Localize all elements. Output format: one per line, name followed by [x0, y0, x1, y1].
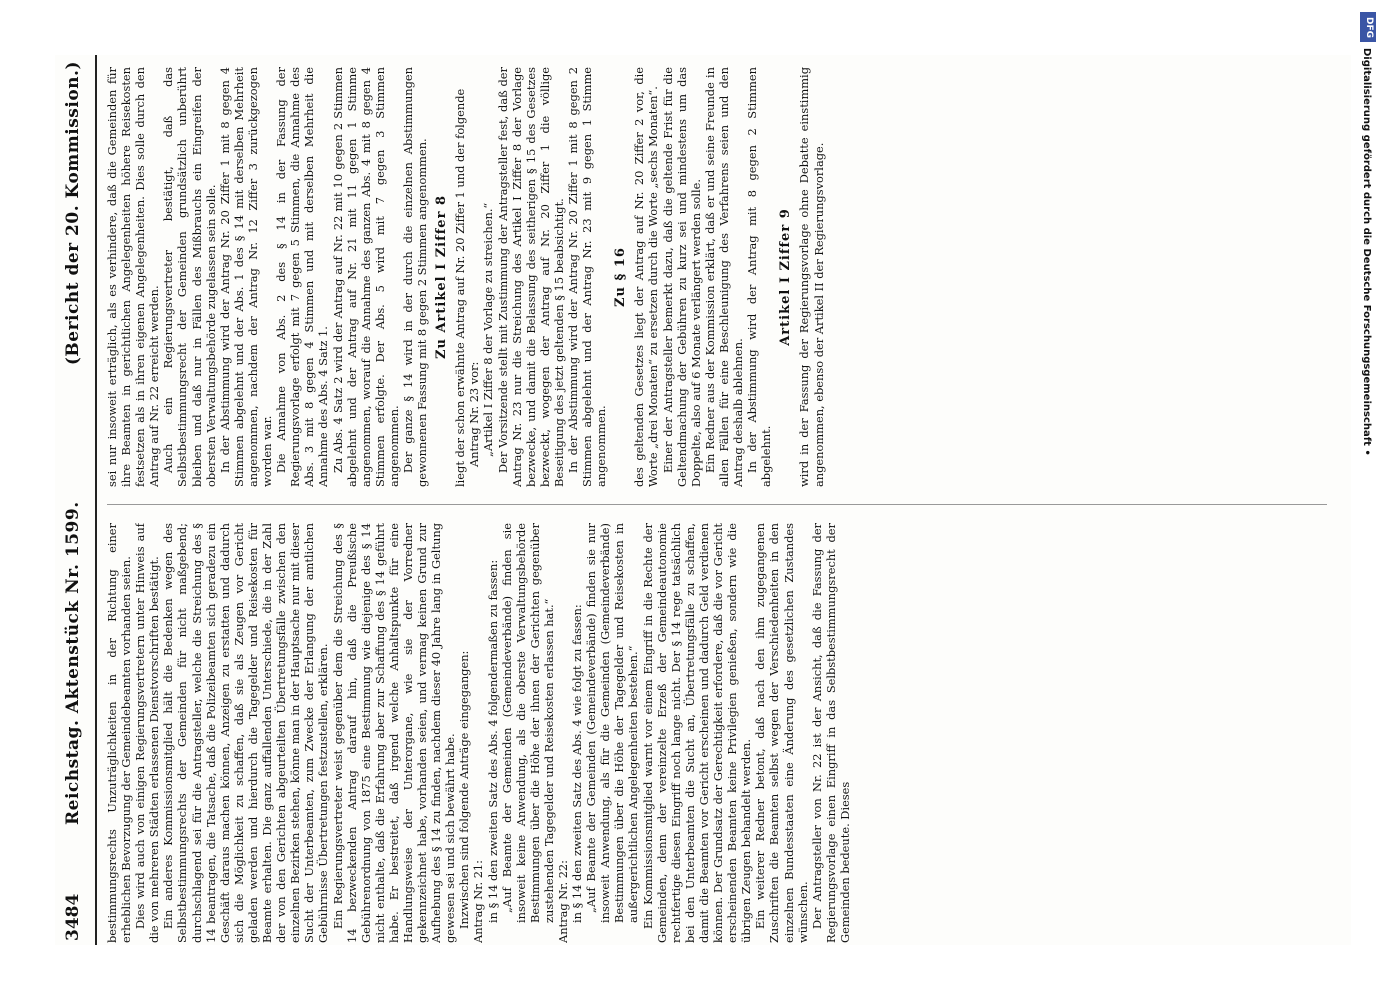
paragraph: bestimmungsrechts Unzuträglichkeiten in der Richtung einer erheblichen Bevorzugung der Gemeindebeamten vorhanden seien.	[105, 523, 134, 943]
paragraph: Ein weiterer Redner betont, daß nach den ihm zugegangenen Zuschriften die Beamten selbst wegen der Verschiedenheiten in den einzelnen Bundesstaaten eine Änderung des gesetzlichen Zustandes wünschen.	[753, 523, 810, 943]
page-subtitle: (Bericht der 20. Kommission.)	[63, 61, 83, 366]
right-column	[105, 67, 1335, 487]
paragraph: Der Antragsteller von Nr. 22 ist der Ansicht, daß die Fassung der Regierungsvorlage einen Eingriff in das Selbstbestimmungsrecht der Gemeinden bedeute. Dieses	[809, 523, 852, 943]
page-number: 3484	[63, 893, 83, 941]
rotated-document-page	[55, 55, 1351, 945]
paragraph: Auch ein Regierungsvertreter bestätigt, daß das Selbstbestimmungsrecht der Gemeinden grundsätzlich unberührt bleiben und daß nur in Fällen des Mißbrauchs ein Eingreifen der obersten Verwaltungsbehörde zugelassen sein solle.	[161, 67, 218, 487]
paragraph: Die Annahme von Abs. 2 des § 14 in der Fassung der Regierungsvorlage erfolgt mit 7 gegen 5 Stimmen, die Annahme des Abs. 3 mit 8 gegen 4 Stimmen und mit derselben Mehrheit die Annahme des Abs. 4 Satz 1.	[274, 67, 331, 487]
paragraph: in § 14 den zweiten Satz des Abs. 4 folgendermaßen zu fassen:	[485, 559, 500, 923]
dfg-logo: DFG	[1360, 12, 1376, 42]
left-column	[105, 523, 1335, 943]
paragraph: In der Abstimmung wird der Antrag Nr. 20 Ziffer 1 mit 8 gegen 2 Stimmen abgelehnt und der Antrag Nr. 23 mit 9 gegen 1 Stimme angenommen.	[566, 67, 609, 487]
section-heading: Zu § 16	[613, 247, 629, 307]
paragraph: Einer der Antragsteller bemerkt dazu, daß die geltende Frist für die Geltendmachung der Gebühren zu kurz sei und mindestens um das Doppelte, also auf 6 Monate verlängert werden solle.	[660, 67, 703, 487]
paragraph: Der Vorsitzende stellt mit Zustimmung der Antragsteller fest, daß der Antrag Nr. 23 nur die Streichung des Artikel I Ziffer 8 der Vorlage bezwecke, und damit die Belassung des seitherigen § 15 des Gesetzes bezweckt, wogegen der Antrag auf Nr. 20 Ziffer 1 die völlige Beseitigung des jetzt geltenden § 15 beabsichtigt.	[495, 67, 566, 487]
paragraph: des geltenden Gesetzes liegt der Antrag auf Nr. 20 Ziffer 2 vor, die Worte „drei Monaten“ zu ersetzen durch die Worte „sechs Monaten“.	[632, 67, 661, 487]
paragraph: Der ganze § 14 wird in der durch die einzelnen Abstimmungen gewonnenen Fassung mit 8 gegen 2 Stimmen angenommen.	[400, 67, 430, 487]
page-title: Reichstag. Aktenstück Nr. 1599.	[63, 501, 83, 825]
paragraph: „Auf Beamte der Gemeinden (Gemeindeverbände) finden sie insoweit keine Anwendung, als die oberste Verwaltungsbehörde Bestimmungen über die Höhe der ihnen der Gerichten gegenüber zustehenden Tagegelder und Reisekosten erlassen hat.“	[499, 523, 556, 923]
paragraph: Ein Regierungsvertreter weist gegenüber dem die Streichung des § 14 bezweckenden Antrag darauf hin, daß die Preußische Gebührenordnung von 1875 eine Bestimmung wie diejenige des § 14 nicht enthalte, daß die Erfahrung aber zur Schaffung des § 14 geführt habe. Er bestreitet, daß irgend welche Anhaltspunkte für eine Handlungsweise der Unterorgane, wie sie der Vorredner gekennzeichnet habe, vorhanden seien, und vermag keinen Grund zur Aufhebung des § 14 zu finden, nachdem dieser 40 Jahre lang in Geltung gewesen sei und sich bewährt habe.	[330, 523, 458, 943]
paragraph: Antrag Nr. 23 vor:	[467, 361, 482, 467]
paragraph: In der Abstimmung wird der Antrag mit 8 gegen 2 Stimmen abgelehnt.	[745, 67, 774, 487]
paragraph: Inzwischen sind folgende Anträge eingegangen:	[457, 650, 472, 929]
paragraph: Ein Kommissionsmitglied warnt vor einem Eingriff in die Rechte der Gemeinden, denn der vereinzelte Erzeß der Gemeindeautonomie rechtfertige diesen Eingriff noch lange nicht. Der § 14 rege tatsächlich bei den Unterbeamten die Sucht an, Übertretungsfälle zu schaffen, damit die Beamten vor Gericht erscheinen und dadurch Geld verdienen können. Der Grundsatz der Gerechtigkeit erfordere, daß die vor Gericht erscheinenden Beamten keine Privilegien genießen, sondern wie die übrigen Zeugen behandelt werden.	[640, 523, 754, 943]
paragraph: Antrag Nr. 22:	[556, 859, 570, 943]
paragraph: liegt der schon erwähnte Antrag auf Nr. 20 Ziffer 1 und der folgende	[453, 88, 468, 487]
paragraph: In der Abstimmung wird der Antrag Nr. 20 Ziffer 1 mit 8 gegen 4 Stimmen abgelehnt und der Abs. 1 des § 14 mit derselben Mehrheit angenommen, nachdem der Antrag Nr. 12 Ziffer 3 zurückgezogen worden war.	[217, 67, 275, 487]
paragraph: Ein anderes Kommissionsmitglied hält die Bedenken wegen des Selbstbestimmungsrechts der Gemeinden für nicht maßgebend; durchschlagend sei für die Antragsteller, welche die Streichung des § 14 beantragen, die Tatsache, daß die Polizeibeamten sich geradezu ein Geschäft daraus machen können, Anzeigen zu erstatten und dadurch sich die Möglichkeit zu schaffen, daß sie als Zeugen vor Gericht geladen werden und hierdurch die Tagegelder und Reisekosten für Beamte erhalten. Die ganz auffallenden Unterschiede, die in der Zahl der von den Gerichten abgeurteilten Übertretungsfälle zwischen den einzelnen Bezirken stehen, könne man in der Hauptsache nur mit dieser Sucht der Unterbeamten, zum Zwecke der Erlangung der amtlichen Gebührnisse Übertretungen festzustellen, erklären.	[161, 523, 331, 943]
section-heading: Artikel I Ziffer 9	[778, 208, 794, 346]
paragraph: in § 14 den zweiten Satz des Abs. 4 wie folgt zu fassen:	[570, 604, 585, 923]
column-divider	[107, 504, 1327, 505]
paragraph: Dies wird auch von einigen Regierungsvertretern unter Hinweis auf die von mehreren Städten erlassenen Dienstvorschriften bestätigt.	[133, 523, 162, 943]
credit-text: Digitalisierung gefördert durch die Deutsche Forschungsgemeinschaft •	[1361, 48, 1372, 456]
paragraph: wird in der Fassung der Regierungsvorlage ohne Debatte einstimmig angenommen, ebenso der Artikel II der Regierungsvorlage.	[797, 67, 826, 487]
digitization-credit	[1358, 10, 1378, 990]
section-heading: Zu Artikel I Ziffer 8	[434, 195, 450, 359]
paragraph: sei nur insoweit erträglich, als es verhindere, daß die Gemeinden für ihre Beamten in gerichtlichen Angelegenheiten höhere Reisekosten festsetzen als in ihren eigenen Angelegenheiten. Dies solle durch den Antrag auf Nr. 22 erreicht werden.	[105, 67, 162, 487]
page-header	[55, 55, 97, 945]
paragraph: Antrag Nr. 21:	[471, 859, 486, 943]
paragraph: Ein Redner aus der Kommission erklärt, daß er und seine Freunde in allen Fällen für eine Beschleunigung des Verfahrens seien und den Antrag deshalb ablehnen.	[702, 67, 746, 487]
paragraph: Zu Abs. 4 Satz 2 wird der Antrag auf Nr. 22 mit 10 gegen 2 Stimmen abgelehnt und der Antrag auf Nr. 21 mit 11 gegen 1 Stimme angenommen, worauf die Annahme des ganzen Abs. 4 mit 8 gegen 4 Stimmen erfolgte. Der Abs. 5 wird mit 7 gegen 3 Stimmen angenommen.	[330, 67, 401, 487]
paragraph: „Artikel I Ziffer 8 der Vorlage zu streichen.“	[481, 202, 496, 457]
paragraph: „Auf Beamte der Gemeinden (Gemeindeverbände) finden sie nur insoweit Anwendung, als für die Gemeinden (Gemeindeverbände) Bestimmungen über die Höhe der Tagegelder und Reisekosten in außergerichtlichen Angelegenheiten bestehen.“	[584, 523, 641, 923]
